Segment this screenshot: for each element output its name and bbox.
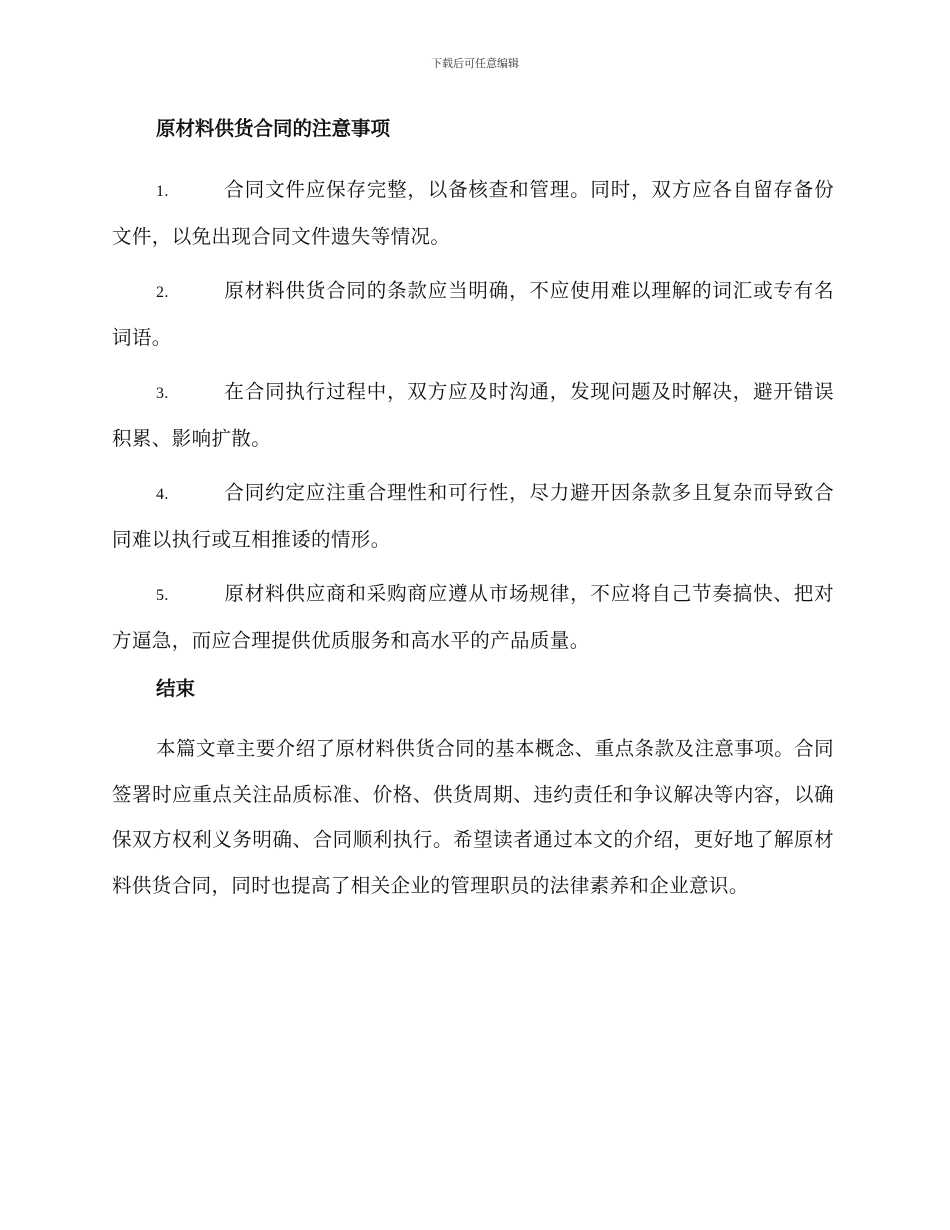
list-item-text: 合同文件应保存完整，以备核查和管理。同时，双方应各自留存备份文件，以免出现合同文件遗失等情况。	[112, 178, 834, 248]
list-item	[112, 571, 834, 663]
list-item	[112, 470, 834, 562]
document-body	[112, 112, 834, 908]
list-item	[112, 167, 834, 259]
list-item-text: 合同约定应注重合理性和可行性，尽力避开因条款多且复杂而导致合同难以执行或互相推诿的情形。	[112, 481, 834, 551]
list-item-text: 原材料供货合同的条款应当明确，不应使用难以理解的词汇或专有名词语。	[112, 279, 834, 349]
conclusion-paragraph: 本篇文章主要介绍了原材料供货合同的基本概念、重点条款及注意事项。合同签署时应重点关注品质标准、价格、供货周期、违约责任和争议解决等内容，以确保双方权利义务明确、合同顺利执行。希望读者通过本文的介绍，更好地了解原材料供货合同，同时也提高了相关企业的管理职员的法律素养和企业意识。	[112, 737, 834, 897]
list-item-number: 3.	[156, 385, 169, 402]
header-note: 下载后可任意编辑	[431, 57, 519, 70]
list-item-number: 1.	[156, 183, 169, 200]
list-item	[112, 268, 834, 360]
list-item-text: 在合同执行过程中，双方应及时沟通，发现问题及时解决，避开错误积累、影响扩散。	[112, 380, 834, 450]
list-item-number: 5.	[156, 587, 169, 604]
section-title-notes: 原材料供货合同的注意事项	[156, 117, 391, 140]
list-item-number: 4.	[156, 486, 169, 503]
list-item-number: 2.	[156, 284, 169, 301]
list-item-text: 原材料供应商和采购商应遵从市场规律，不应将自己节奏搞快、把对方逼急，而应合理提供优质服务和高水平的产品质量。	[112, 582, 834, 652]
section-title-conclusion: 结束	[156, 677, 196, 700]
list-item	[112, 369, 834, 461]
